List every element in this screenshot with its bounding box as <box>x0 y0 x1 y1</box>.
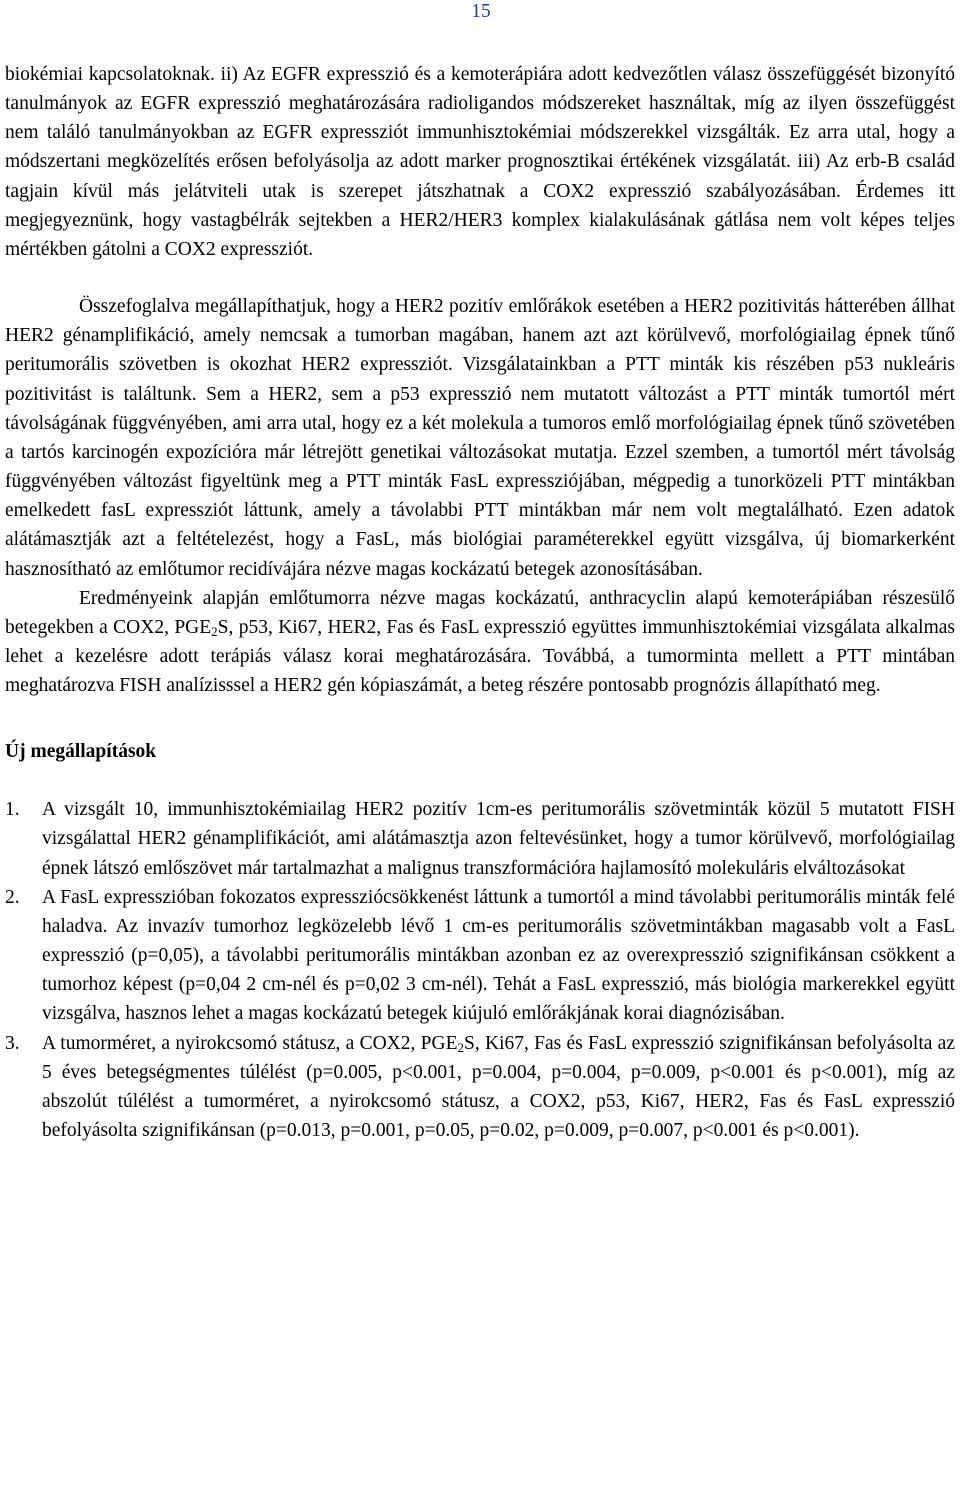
list-item-text: A vizsgált 10, immunhisztokémiailag HER2 pozitív 1cm-es peritumorális szövetminták közül 5 mutatott FISH vizsgálattal HER2 génamplifikációt, ami alátámasztja azon feltevésünket, hogy a tumor körülvevő, morfológiailag épnek látszó emlőszövet már tartalmazhat a malignus transzformációra hajlamosító molekuláris elváltozásokat <box>42 799 955 879</box>
subscript: 2 <box>211 623 218 639</box>
paragraph-3-text-a: Eredményeink alapján emlőtumorra nézve magas kockázatú, anthracyclin alapú kemoterápiában részesülő betegekben a COX2, PGE <box>5 587 955 638</box>
list-number: 3. <box>5 1032 20 1054</box>
section-heading: Új megállapítások <box>5 741 157 763</box>
paragraph-3-text-b: S, p53, Ki67, HER2, Fas és FasL expresszió együttes immunhisztokémiai vizsgálata alkalmas lehet a kezelésre adott terápiás válasz korai meghatározására. Továbbá, a tumorminta mellett a PTT mintában meghatározva FISH analízisssel a HER2 gén kópiaszámát, a beteg részére pontosabb prognózis állapítható meg. <box>5 616 956 697</box>
paragraph-3 <box>5 584 955 701</box>
list-item <box>5 795 955 882</box>
list-item-text-a: A tumorméret, a nyirokcsomó státusz, a COX2, PGE <box>42 1032 458 1054</box>
page-number: 15 <box>471 1 491 22</box>
list-item <box>5 1029 955 1146</box>
list-item-text-b: S, Ki67, Fas és FasL expresszió szignifikánsan befolyásolta az 5 éves betegségmentes túlélést (p=0.005, p<0.001, p=0.004, p=0.004, p=0.009, p<0.001 és p<0.001), míg az abszolút túlélést a tumorméret, a nyirokcsomó státusz, a COX2, p53, Ki67, HER2, Fas és FasL expresszió befolyásolta szignifikánsan (p=0.013, p=0.001, p=0.05, p=0.02, p=0.009, p=0.007, p<0.001 és p<0.001). <box>42 1032 955 1141</box>
paragraph-1: biokémiai kapcsolatoknak. ii) Az EGFR expresszió és a kemoterápiára adott kedvezőtlen válasz összefüggését bizonyító tanulmányok az EGFR expresszió meghatározására radioligandos módszereket használtak, míg az ilyen összefüggést nem találó tanulmányokban az EGFR expressziót immunhisztokémiai módszerekkel vizsgálták. Ez arra utal, hogy a módszertani megközelítés erősen befolyásolja az adott marker prognosztikai értékének vizsgálatát. iii) Az erb-B család tagjain kívül más jelátviteli utak is szerepet játszhatnak a COX2 expresszió szabályozásában. Érdemes itt megjegyeznünk, hogy vastagbélrák sejtekben a HER2/HER3 komplex kialakulásának gátlása nem volt képes teljes mértékben gátolni a COX2 expressziót. <box>5 64 955 260</box>
list-number: 2. <box>5 886 20 908</box>
findings-list <box>5 795 955 1145</box>
list-number: 1. <box>5 799 20 821</box>
list-item <box>5 883 955 1029</box>
paragraph-2: Összefoglalva megállapíthatjuk, hogy a HER2 pozitív emlőrákok esetében a HER2 pozitivitás hátterében állhat HER2 génamplifikáció, amely nemcsak a tumorban magában, hanem azt azt körülvevő, morfológiailag épnek tűnő peritumorális szövetben is okozhat HER2 expressziót. Vizsgálatainkban a PTT minták kis részében p53 nukleáris pozitivitást is találtunk. Sem a HER2, sem a p53 expresszió nem mutatott változást a PTT minták tumortól mért távolságának függvényében, ami arra utal, hogy ez a két molekula a tumoros emlő morfológiailag épnek tűnő szövetében a tartós karcinogén expozícióra már létrejött genetikai változásokat mutatja. Ezzel szemben, a tumortól mért távolság függvényében változást figyeltünk meg a PTT minták FasL expressziójában, mégpedig a tunorközeli PTT mintákban emelkedett fasL expressziót láttunk, amely a távolabbi PTT mintákban már nem volt megtalálható. Ezen adatok alátámasztják azt a feltételezést, hogy a FasL, más biológiai paraméterekkel együtt vizsgálva, új biomarkerként hasznosítható az emlőtumor recidívájára nézve magas kockázatú betegek azonosításában. <box>5 296 955 580</box>
subscript: 2 <box>457 1039 465 1055</box>
list-item-text: A FasL expresszióban fokozatos expressziócsökkenést láttunk a tumortól a mind távolabbi peritumorális minták felé haladva. Az invazív tumorhoz legközelebb lévő 1 cm-es peritumorális szövetmintákban magasabb volt a FasL expresszió (p=0,05), a távolabbi peritumorális mintákban azonban ez az overexpresszió szignifikánsan csökkent a tumorhoz képest (p=0,04 2 cm-nél és p=0,02 3 cm-nél). Tehát a FasL expresszió, más biológia markerekkel együtt vizsgálva, hasznos lehet a magas kockázatú betegek kiújuló emlőrákjának korai diagnózisában. <box>42 886 955 1025</box>
document-body <box>5 60 955 1145</box>
